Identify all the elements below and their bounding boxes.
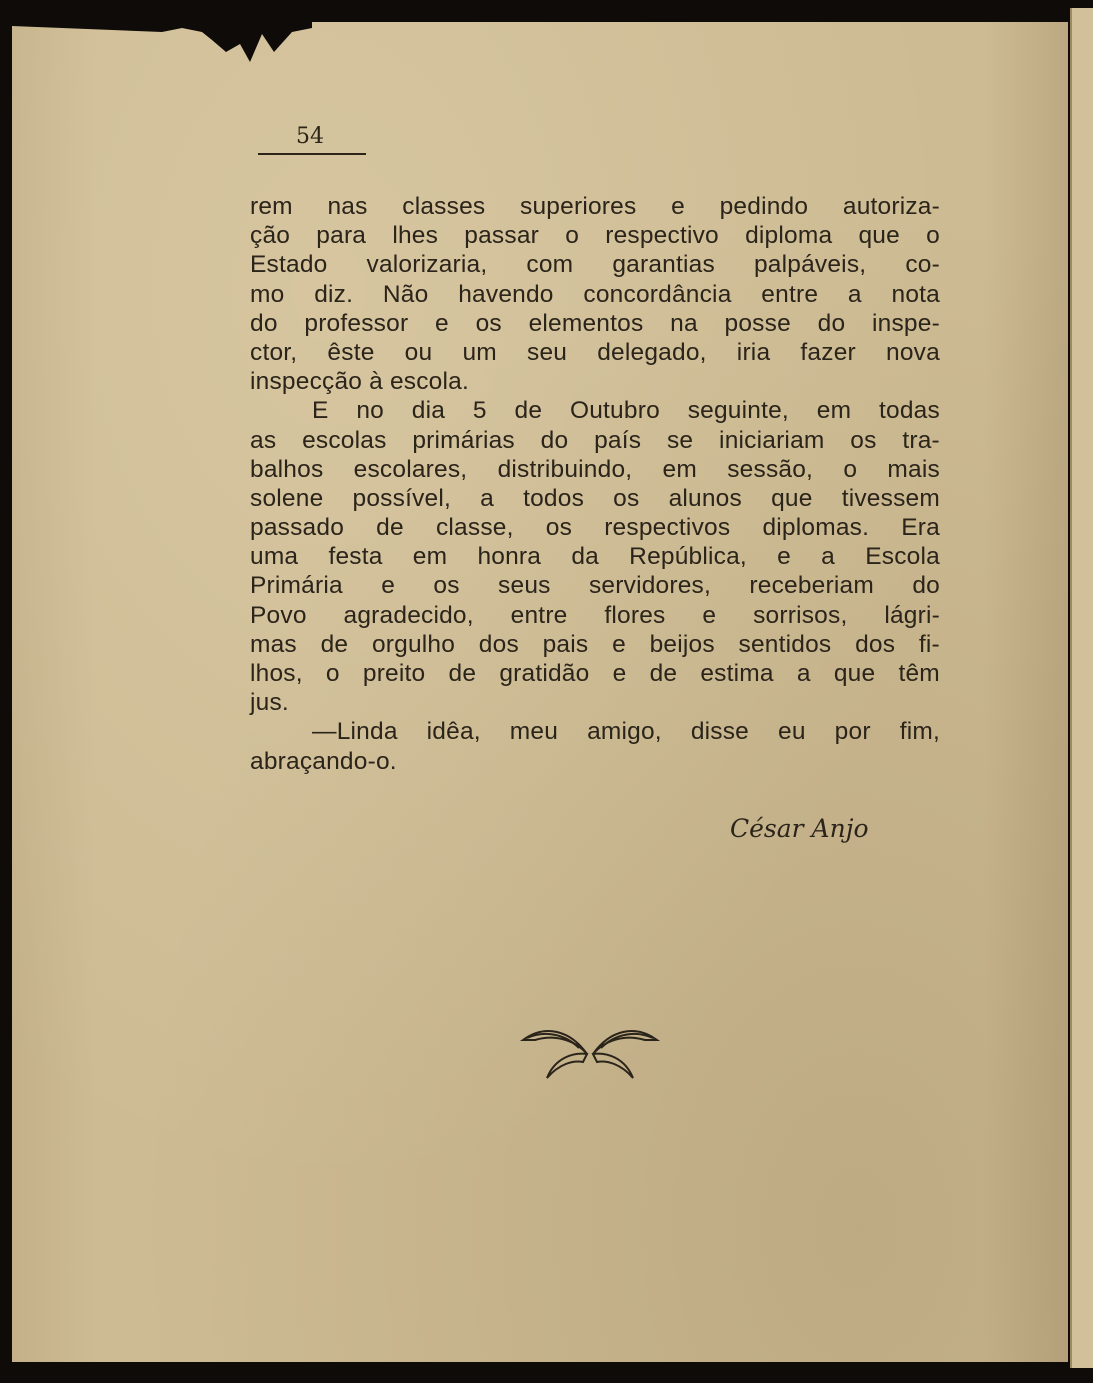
text-line: E no dia 5 de Outubro seguinte, em todas (312, 397, 940, 425)
text-line: mo diz. Não havendo concordância entre a nota (250, 280, 940, 308)
text-line: Estado valorizaria, com garantias palpáveis, co- (250, 251, 940, 279)
text-line: Povo agradecido, entre flores e sorrisos, lágri- (250, 601, 940, 629)
text-line: ctor, êste ou um seu delegado, iria fazer nova (250, 338, 940, 366)
text-line: jus. (250, 689, 289, 717)
signature: César Anjo (730, 814, 869, 843)
text-line: solene possível, a todos os alunos que tivessem (250, 484, 940, 512)
text-line: do professor e os elementos na posse do inspe- (250, 309, 940, 337)
body-text (250, 192, 940, 776)
text-line: as escolas primárias do país se iniciariam os tra- (250, 426, 940, 454)
text-line: Primária e os seus servidores, receberiam do (250, 572, 940, 600)
fleuron-ornament-icon (515, 1022, 665, 1084)
text-line: ção para lhes passar o respectivo diploma que o (250, 222, 940, 250)
text-line: passado de classe, os respectivos diplomas. Era (250, 514, 940, 542)
text-line: uma festa em honra da República, e a Escola (250, 543, 940, 571)
text-line: lhos, o preito de gratidão e de estima a que têm (250, 660, 940, 687)
text-line: inspecção à escola. (250, 368, 469, 396)
text-line: balhos escolares, distribuindo, em sessão, o mais (250, 455, 940, 483)
text-line: rem nas classes superiores e pedindo autoriza- (250, 193, 940, 220)
text-line: —Linda idêa, meu amigo, disse eu por fim, (312, 718, 940, 746)
text-line: mas de orgulho dos pais e beijos sentidos dos fi- (250, 630, 940, 658)
torn-edge (12, 22, 312, 62)
text-line: abraçando-o. (250, 747, 397, 775)
page-number: 54 (296, 124, 324, 149)
next-page-edge (1070, 8, 1093, 1368)
page-number-rule (258, 153, 366, 155)
